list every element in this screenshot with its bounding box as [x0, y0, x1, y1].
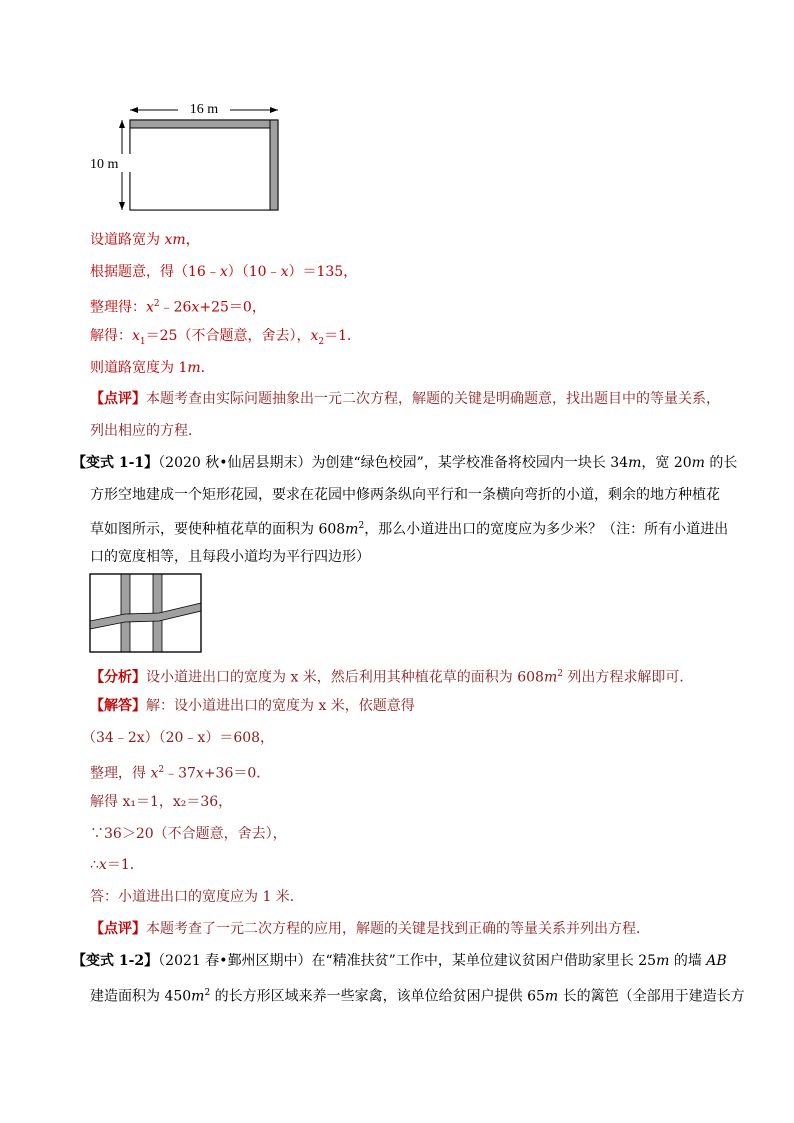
left-arrow-top	[119, 120, 125, 128]
left-dimension-label: 10 m	[90, 157, 119, 172]
top-arrow-left	[130, 107, 138, 113]
variant2-line-2: 建造面积为 $450m^2$ 的长方形区域来养一些家禽，该单位给贫困户提供 65m 长的篱笆（全部用于建造长方	[90, 988, 745, 1005]
comment-tag-2: 【点评】	[90, 921, 146, 937]
variant1-comment: 【点评】本题考查了一元二次方程的应用，解题的关键是找到正确的等量关系并列出方程．	[90, 921, 650, 937]
solution-line-4: 解得：$x_1=25$（不合题意，舍去），$x_2=1$．	[90, 328, 362, 347]
variant1-eq-3: 解得 x₁＝1，x₂＝36，	[90, 794, 233, 810]
solution-line-3: 整理得：$x^2﹣26x+25=0$，	[90, 299, 266, 316]
variant1-line-1: 【变式 1-1】（2020 秋•仙居县期末）为创建“绿色校园”，某学校准备将校园内一块长 34m，宽 20m 的长	[72, 455, 738, 471]
variant1-line-4: 口的宽度相等，且每段小道均为平行四边形）	[90, 549, 370, 565]
comment-tag: 【点评】	[90, 391, 146, 407]
variant1-answer: 【解答】解：设小道进出口的宽度为 x 米，依题意得	[90, 698, 415, 714]
variant1-eq-2: 整理，得 $x^2﹣37x+36=0$．	[90, 765, 271, 782]
variant1-eq-5: ∴x＝1．	[90, 857, 144, 873]
answer-tag: 【解答】	[90, 698, 146, 714]
variant1-eq-1: （34﹣2x）（20﹣x）＝608，	[82, 730, 275, 746]
variant1-eq-6: 答：小道进出口的宽度应为 1 米．	[90, 889, 304, 905]
variant2-tag: 【变式 1-2】	[72, 953, 159, 969]
solution1-comment-line-2: 列出相应的方程．	[90, 423, 202, 439]
figure-garden-paths	[89, 573, 203, 653]
road-diagram	[88, 98, 288, 216]
variant1-line-2: 方形空地建成一个矩形花园，要求在花园中修两条纵向平行和一条横向弯折的小道，剩余的地方种植花	[90, 487, 720, 503]
solution1-comment-line-1: 【点评】本题考查由实际问题抽象出一元二次方程，解题的关键是明确题意，找出题目中的等量关系，	[90, 391, 720, 407]
right-road	[270, 120, 278, 210]
variant1-analysis: 【分析】设小道进出口的宽度为 x 米，然后利用其种植花草的面积为 $608m^2$ 列出方程求解即可．	[90, 669, 694, 686]
variant1-line-3: 草如图所示，要使种植花草的面积为 $608m^2$，那么小道进出口的宽度应为多少米？（注：所有小道进出	[90, 521, 729, 538]
variant1-eq-4: ∵36＞20（不合题意，舍去），	[90, 826, 287, 842]
variant2-line-1: 【变式 1-2】（2021 春•鄞州区期中）在“精准扶贫”工作中，某单位建议贫困户借助家里长 25m 的墙 AB	[72, 953, 727, 969]
solution-line-2: 根据题意，得（16﹣x）（10﹣x）＝135，	[90, 264, 358, 280]
garden-diagram	[89, 573, 203, 653]
analysis-tag: 【分析】	[90, 669, 146, 686]
top-dimension-label: 16 m	[189, 102, 219, 117]
top-road	[130, 120, 278, 128]
top-arrow-right	[270, 107, 278, 113]
remaining-area	[130, 128, 270, 210]
solution-line-1: 设道路宽为 xm，	[90, 232, 200, 248]
solution-line-5: 则道路宽度为 1m．	[90, 360, 215, 376]
left-arrow-bottom	[119, 202, 125, 210]
variant1-tag: 【变式 1-1】	[72, 455, 159, 471]
figure-road-rectangle	[88, 98, 288, 216]
vertical-path-1	[121, 574, 130, 652]
